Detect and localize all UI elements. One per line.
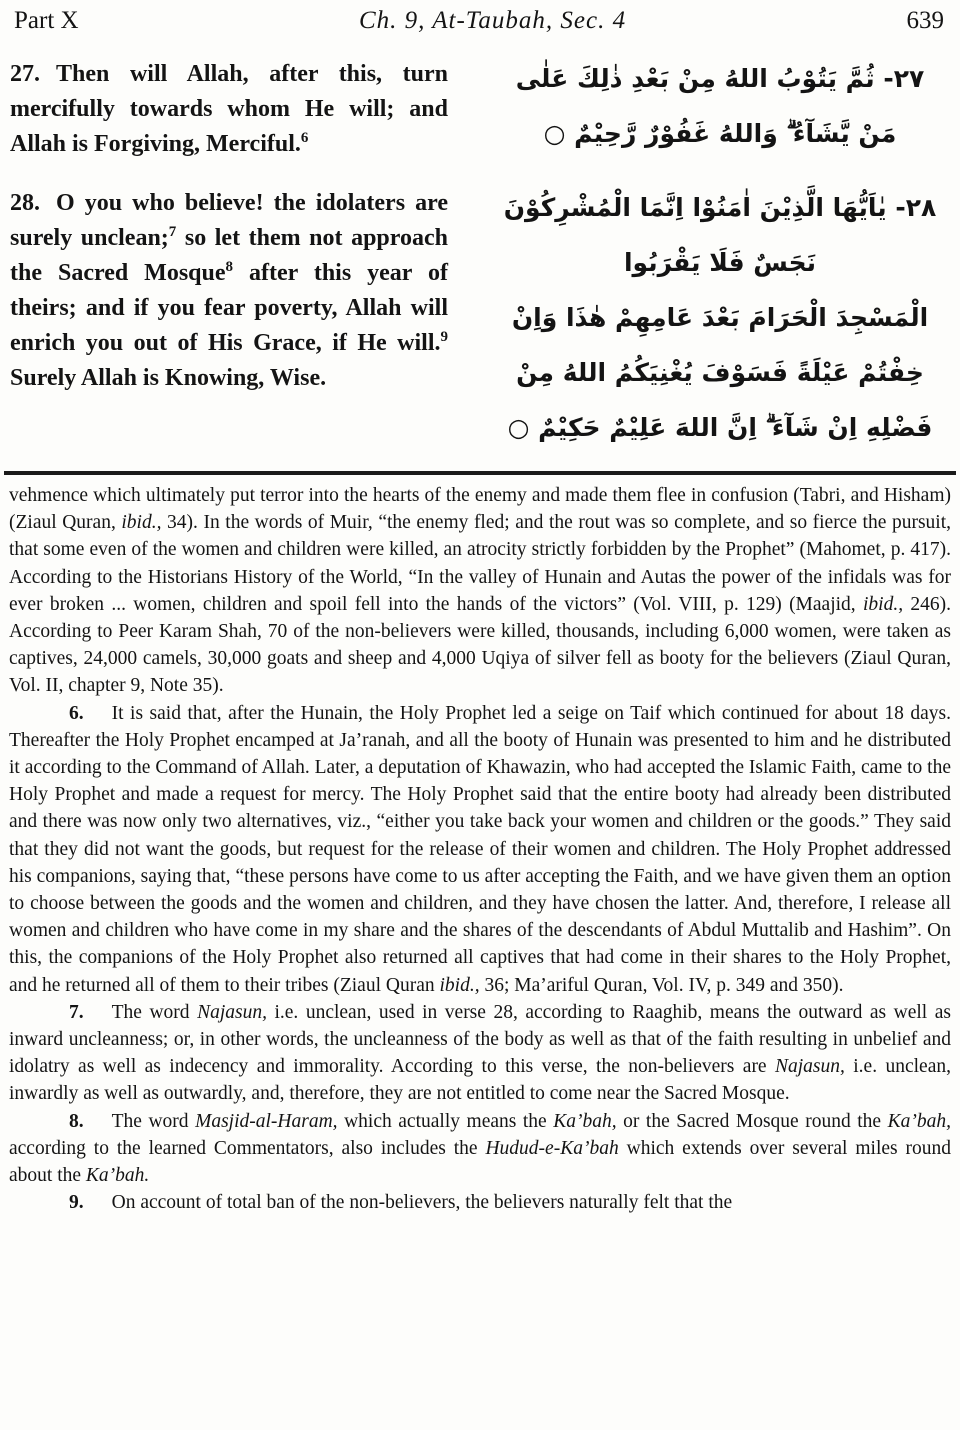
commentary-paragraph-continuation xyxy=(9,482,951,700)
commentary-paragraph-note-7 xyxy=(9,999,951,1108)
note-text: vehmence which ultimately put terror into the hearts of the enemy and made them flee in confusion (Tabri, and Hisham) (Ziaul Quran, ibid., 34). In the words of Muir, “the enemy fled; and the rout was so complete, and so fierce the pursuit, that some even of the women and children were killed, an atrocity strictly forbidden by the Prophet” (Mahomet, p. 417). According to the Historians History of the World, “In the valley of Hunain and Autas the power of the infidals was for ever broken ... women, children and spoil fell into the hands of the victors” (Vol. VIII, p. 129) (Maajid, ibid., 246). According to Peer Karam Shah, 70 of the non-believers were killed, thousands, including 6,000 women, were taken as captives, 24,000 camels, 30,000 goats and sheep and 4,000 Uqiya of silver fell as booty for the believers (Ziaul Quran, Vol. II, chapter 9, Note 35). xyxy=(9,485,952,697)
arabic-line: الْمَسْجِدَ الْحَرَامَ بَعْدَ عَامِهِمْ هٰذَا وَاِنْ xyxy=(511,303,929,332)
verse-27-arabic xyxy=(486,51,954,161)
note-number: 6. xyxy=(69,702,84,724)
verse-27-number: 27. xyxy=(10,61,40,87)
verse-27-row xyxy=(10,57,954,162)
arabic-line: ۲۸- يٰاَيُّهَا الَّذِيْنَ اٰمَنُوْا اِنَّمَا الْمُشْرِكُوْنَ xyxy=(503,193,937,222)
note-text: The word Najasun, i.e. unclean, used in verse 28, according to Raaghib, means the outward as well as inward uncleanness; or, in other words, the uncleanness of the body as well as that of the faith resulting in unbelief and idolatry as well as indecency and immorality. According to this verse, the non-believers are Najasun, i.e. unclean, inwardly as well as outwardly, and, therefore, they are not entitled to come near the Sacred Mosque. xyxy=(9,1001,951,1105)
arabic-line: فَضْلِهِ اِنْ شَآءَ ۗ اِنَّ اللهَ عَلِيْمٌ حَكِيْمٌ ○ xyxy=(507,413,933,442)
arabic-line: مَنْ يَّشَآءُ ۗ وَاللهُ غَفُوْرٌ رَّحِيْمٌ ○ xyxy=(543,119,897,148)
arabic-line: خِفْتُمْ عَيْلَةً فَسَوْفَ يُغْنِيَكُمُ اللهُ مِنْ xyxy=(516,358,924,387)
commentary-paragraph-note-8 xyxy=(9,1108,951,1190)
note-number: 8. xyxy=(69,1110,84,1132)
note-text: On account of total ban of the non-believers, the believers naturally felt that the xyxy=(111,1192,733,1214)
commentary-paragraph-note-6 xyxy=(9,700,951,999)
commentary-section xyxy=(0,475,960,1216)
arabic-line: نَجَسٌ فَلَا يَقْرَبُوا xyxy=(623,248,817,277)
verse-area xyxy=(0,35,960,455)
verse-28-text: O you who believe! the idolaters are surely unclean;$^7$ so let them not approach the Sacred Mosque$^8$ after this year of theirs; and if you fear poverty, Allah will enrich you out of His Grace, if He will.$^9$ Surely Allah is Knowing, Wise. xyxy=(10,190,448,391)
page-number: 639 xyxy=(906,7,944,34)
verse-27-text: Then will Allah, after this, turn mercifully towards whom He will; and Allah is Forgiving, Merciful.$^6$ xyxy=(10,61,448,157)
commentary-paragraph-note-9 xyxy=(9,1189,951,1216)
verse-28-number: 28. xyxy=(10,190,40,216)
verse-28-english xyxy=(10,186,448,396)
chapter-title: Ch. 9, At-Taubah, Sec. 4 xyxy=(359,7,627,34)
page-header xyxy=(0,0,960,35)
note-number: 7. xyxy=(69,1001,84,1023)
arabic-line: ۲۷- ثُمَّ يَتُوْبُ اللهُ مِنْ بَعْدِ ذٰلِكَ عَلٰى xyxy=(515,64,925,93)
part-label: Part X xyxy=(14,7,79,34)
verse-28-arabic xyxy=(486,180,954,455)
note-text: The word Masjid-al-Haram, which actually means the Ka’bah, or the Sacred Mosque round the Ka’bah, according to the learned Commentators, also includes the Hudud-e-Ka’bah which extends over several miles round about the Ka’bah. xyxy=(9,1110,952,1187)
note-text: It is said that, after the Hunain, the Holy Prophet led a seige on Taif which continued for about 18 days. Thereafter the Holy Prophet encamped at Ja’ranah, and all the booty of Hunain was presented to him and he distributed it according to the Command of Allah. Later, a deputation of Khawazin, who had accepted the Islamic Faith, came to the Holy Prophet and made a request for mercy. The Holy Prophet said that the entire booty had already been distributed and there was now only two alternatives, viz., “either you take back your women and children or the goods.” They said that they did not want the goods, but request for the release of their women and children. The Holy Prophet addressed his companions, saying that, “these persons have come to us after accepting the Faith, and we have given them an option to choose between the goods and the women and children, and they have chosen the latter. And, therefore, I release all women and children who have come in my share and the shares of the descendants of Abdul Muttalib and Hashim”. On this, the companions of the Holy Prophet also returned all captives that had come in their shares to the Holy Prophet, and he returned all of them to their tribes (Ziaul Quran ibid., 36; Ma’ariful Quran, Vol. IV, p. 349 and 350). xyxy=(9,702,951,996)
note-number: 9. xyxy=(69,1192,84,1214)
verse-28-row xyxy=(10,186,954,455)
verse-27-english xyxy=(10,57,448,162)
